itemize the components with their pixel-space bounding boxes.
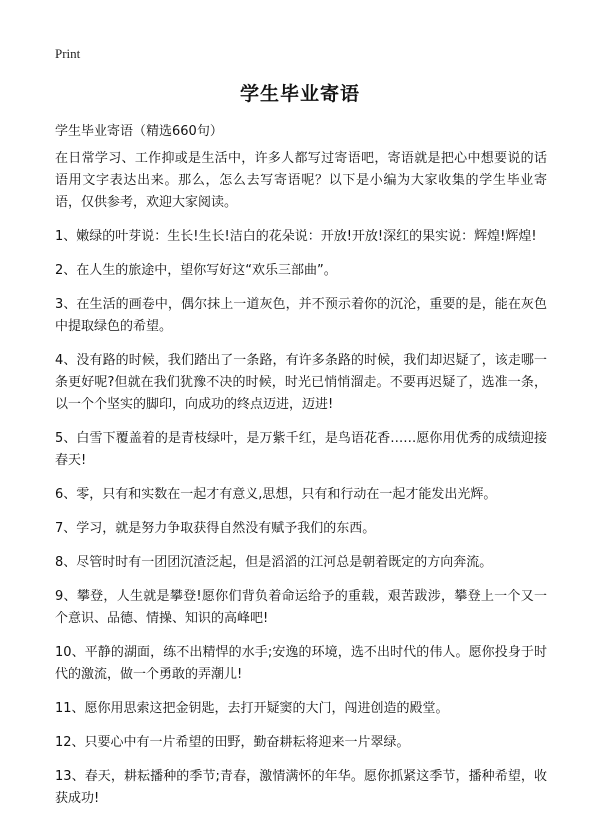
list-item: 3、在生活的画卷中，偶尔抹上一道灰色，并不预示着你的沉沦，重要的是，能在灰色中提取绿色的希望。 xyxy=(55,297,547,334)
list-item: 4、没有路的时候，我们踏出了一条路，有许多条路的时候，我们却迟疑了，该走哪一条更好呢?但就在我们犹豫不决的时候，时光已悄悄溜走。不要再迟疑了，选准一条，以一个个坚实的脚印，向成功的终点迈进，迈进! xyxy=(55,353,547,412)
list-item: 6、零，只有和实数在一起才有意义,思想，只有和行动在一起才能发出光辉。 xyxy=(55,487,497,502)
list-item: 5、白雪下覆盖着的是青枝绿叶，是万紫千红，是鸟语花香……愿你用优秀的成绩迎接春天! xyxy=(55,431,547,468)
intro-paragraph: 在日常学习、工作抑或是生活中，许多人都写过寄语吧，寄语就是把心中想要说的话语用文字表达出来。那么，怎么去写寄语呢？以下是小编为大家收集的学生毕业寄语，仅供参考，欢迎大家阅读。 xyxy=(55,151,547,210)
list-item: 13、春天，耕耘播种的季节;青春，激情满怀的年华。愿你抓紧这季节，播种希望，收获成功! xyxy=(55,769,547,806)
list-item: 7、学习，就是努力争取获得自然没有赋予我们的东西。 xyxy=(55,521,376,536)
print-label[interactable]: Print xyxy=(55,46,81,61)
document-subtitle: 学生毕业寄语（精选660句） xyxy=(55,124,223,139)
document-body xyxy=(55,148,547,822)
list-item: 9、攀登，人生就是攀登!愿你们背负着命运给予的重载，艰苦跋涉，攀登上一个又一个意识、品德、情操、知识的高峰吧! xyxy=(55,589,547,626)
list-item: 2、在人生的旅途中，望你写好这“欢乐三部曲”。 xyxy=(55,263,337,278)
list-item: 10、平静的湖面，练不出精悍的水手;安逸的环境，选不出时代的伟人。愿你投身于时代的激流，做一个勇敢的弄潮儿! xyxy=(55,645,547,682)
list-item: 1、嫩绿的叶芽说：生长!生长!洁白的花朵说：开放!开放!深红的果实说：辉煌!辉煌! xyxy=(55,229,537,244)
page-title: 学生毕业寄语 xyxy=(239,83,360,105)
list-item: 12、只要心中有一片希望的田野，勤奋耕耘将迎来一片翠绿。 xyxy=(55,735,410,750)
list-item: 8、尽管时时有一团团沉渣泛起，但是滔滔的江河总是朝着既定的方向奔流。 xyxy=(55,555,493,570)
list-item: 11、愿你用思索这把金钥匙，去打开疑窦的大门，闯进创造的殿堂。 xyxy=(55,701,449,716)
